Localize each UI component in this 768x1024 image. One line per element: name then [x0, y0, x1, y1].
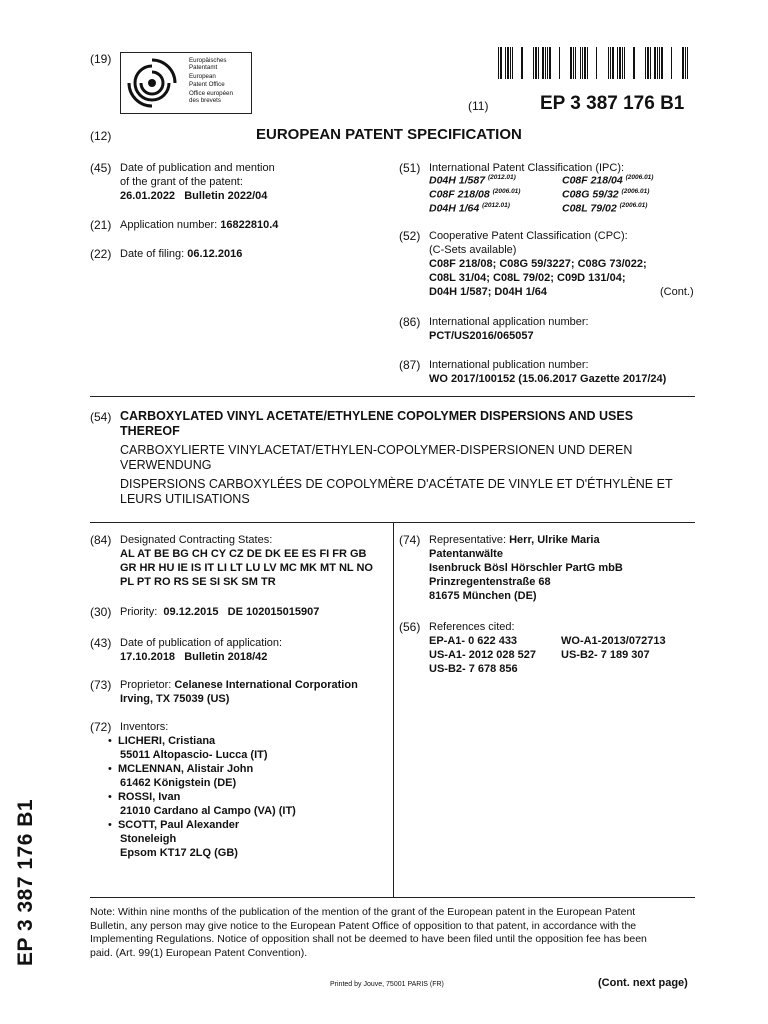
inid-22: (22) [90, 247, 112, 261]
title-english: CARBOXYLATED VINYL ACETATE/ETHYLENE COPOLYMER DISPERSIONS AND USES [120, 409, 634, 423]
reference: US-B2- 7 189 307 [561, 649, 650, 661]
barcode-bar [622, 47, 623, 79]
barcode-bar [580, 47, 581, 79]
opposition-note: Note: Within nine months of the publication of the mention of the grant of the European patent in the European Patent Bulletin, any person may give notice to the European Patent Office of opposition to that patent, in accordance with the Implementing Regulations. Notice of opposition shall not be deemed to have been filed until the opposition fee has been paid. (Art. 99(1) European Patent Convention). [90, 906, 647, 959]
reference: EP-A1- 0 622 433 [429, 635, 518, 647]
barcode-bar [545, 47, 546, 79]
application-number: Application number: 16822810.4 [120, 219, 279, 231]
epo-logo-icon [127, 58, 177, 108]
barcode-bar [661, 47, 663, 79]
divider [90, 897, 695, 898]
inid-30: (30) [90, 605, 112, 619]
barcode-bar [535, 47, 537, 79]
intl-application-number: International application number: PCT/US2016/065057 [429, 316, 589, 342]
application-publication-date: Date of publication of application: 17.10.2018 Bulletin 2018/42 [120, 637, 283, 663]
barcode-bar [533, 47, 534, 79]
barcode-bar [619, 47, 621, 79]
barcode-bar [596, 47, 597, 79]
barcode-bar [647, 47, 649, 79]
inid-86: (86) [399, 315, 421, 329]
barcode-bar [505, 47, 506, 79]
title-french: DISPERSIONS CARBOXYLÉES DE COPOLYMÈRE D'ACÉTATE DE VINYLE ET D'ÉTHYLÈNE ET [120, 477, 673, 491]
title-block: CARBOXYLATED VINYL ACETATE/ETHYLENE COPOLYMER DISPERSIONS AND USES THEREOF CARBOXYLIERTE VINYLACETAT/ETHYLEN-COPOLYMER-DISPERSIONEN UND DEREN VERWENDUNG DISPERSIONS CARBOXYLÉES DE COPOLYMÈRE D'ACÉTATE DE VINYLE ET D'ÉTHYLÈNE ET LEURS UTILISATIONS [120, 409, 673, 506]
reference: WO-A1-2013/072713 [561, 635, 666, 647]
intl-publication-number: International publication number: WO 2017/100152 (15.06.2017 Gazette 2017/24) [429, 359, 667, 385]
barcode-bar [612, 47, 614, 79]
proprietor: Proprietor: Celanese International Corporation Irving, TX 75039 (US) [120, 679, 358, 705]
side-document-number: EP 3 387 176 B1 [14, 798, 37, 966]
inid-87: (87) [399, 358, 421, 372]
epo-logo [120, 52, 252, 114]
priority: Priority: 09.12.2015 DE 102015015907 [120, 606, 320, 618]
ipc-code: C08F 218/04 $^{(2006.01)}$ [562, 174, 654, 187]
ipc-code: C08F 218/08 $^{(2006.01)}$ [429, 188, 521, 201]
inid-43: (43) [90, 636, 112, 650]
ipc-code: D04H 1/64 $^{(2012.01)}$ [429, 202, 510, 215]
document-number: EP 3 387 176 B1 [540, 93, 685, 114]
barcode-bar [542, 47, 544, 79]
inid-51: (51) [399, 161, 421, 175]
barcode-bar [584, 47, 586, 79]
ipc-code: C08L 79/02 $^{(2006.01)}$ [562, 202, 648, 215]
continued-next-page: (Cont. next page) [598, 977, 688, 989]
inventors-list: • LICHERI, Cristiana 55011 Altopascio- Lucca (IT) • MCLENNAN, Alistair John 61462 Königstein (DE) • ROSSI, Ivan 21010 Cardano al Campo (VA) (IT) • SCOTT, Paul Alexander Stoneleigh Epsom KT17 2LQ (GB) [108, 735, 296, 859]
filing-date: Date of filing: 06.12.2016 [120, 248, 243, 260]
barcode-bar [570, 47, 572, 79]
printer-info: Printed by Jouve, 75001 PARIS (FR) [330, 981, 444, 988]
barcode-bar [587, 47, 588, 79]
inventors-label: Inventors: [120, 721, 169, 733]
barcode-bar [559, 47, 560, 79]
document-type: EUROPEAN PATENT SPECIFICATION [256, 126, 522, 143]
barcode-bar [512, 47, 513, 79]
inid-84: (84) [90, 533, 112, 547]
barcode-bar [682, 47, 684, 79]
barcode-bar [547, 47, 548, 79]
barcode-bar [659, 47, 660, 79]
barcode-bar [617, 47, 618, 79]
inventor-item: • ROSSI, Ivan [108, 791, 181, 803]
inid-74: (74) [399, 533, 421, 547]
inid-19: (19) [90, 52, 112, 66]
barcode-bar [671, 47, 672, 79]
barcode-bar [645, 47, 646, 79]
barcode-bar [582, 47, 583, 79]
barcode-bar [507, 47, 509, 79]
barcode-bar [521, 47, 523, 79]
inid-21: (21) [90, 218, 112, 232]
barcode-bar [608, 47, 609, 79]
references-label: References cited: [429, 621, 515, 633]
inventor-item: • SCOTT, Paul Alexander [108, 819, 240, 831]
inid-12: (12) [90, 129, 112, 143]
grant-date-value: 26.01.2022 Bulletin 2022/04 [120, 190, 268, 202]
grant-date-label: Date of publication and mention of the grant of the patent: 26.01.2022 Bulletin 2022/04 [120, 162, 275, 202]
barcode-bar [510, 47, 511, 79]
barcode [498, 47, 694, 79]
inid-73: (73) [90, 678, 112, 692]
ipc-code: C08G 59/32 $^{(2006.01)}$ [562, 188, 650, 201]
reference: US-A1- 2012 028 527 [429, 649, 537, 661]
divider [90, 396, 695, 397]
barcode-bar [610, 47, 611, 79]
barcode-bar [650, 47, 651, 79]
barcode-bar [685, 47, 686, 79]
ipc-label: International Patent Classification (IPC): [429, 162, 625, 174]
cpc-block: Cooperative Patent Classification (CPC): (C-Sets available) C08F 218/08; C08G 59/3227; C08G 73/022; C08L 31/04; C08L 79/02; C09D 131/04; D04H 1/587; D04H 1/64 [429, 230, 647, 298]
representative: Representative: Herr, Ulrike Maria Patentanwälte Isenbruck Bösl Hörschler PartG mbB Prinzregentenstraße 68 81675 München (DE) [429, 534, 623, 602]
title-german: CARBOXYLIERTE VINYLACETAT/ETHYLEN-COPOLYMER-DISPERSIONEN UND DEREN [120, 443, 633, 457]
column-divider [393, 522, 394, 897]
barcode-bar [500, 47, 502, 79]
inid-56: (56) [399, 620, 421, 634]
inid-52: (52) [399, 229, 421, 243]
barcode-bar [633, 47, 635, 79]
epo-logo-text: Europäisches Patentamt European Patent Office Office européen des brevets [189, 57, 233, 105]
barcode-bar [624, 47, 625, 79]
barcode-bar [654, 47, 656, 79]
inid-72: (72) [90, 720, 112, 734]
barcode-bar [687, 47, 688, 79]
inventor-item: • MCLENNAN, Alistair John [108, 763, 254, 775]
ipc-code: D04H 1/587 $^{(2012.01)}$ [429, 174, 516, 187]
barcode-bar [575, 47, 576, 79]
inid-54: (54) [90, 410, 112, 424]
barcode-bar [573, 47, 574, 79]
inid-45: (45) [90, 161, 112, 175]
cpc-continued: (Cont.) [660, 286, 694, 298]
inid-11: (11) [468, 99, 489, 113]
barcode-bar [538, 47, 539, 79]
reference: US-B2- 7 678 856 [429, 663, 518, 675]
barcode-bar [657, 47, 658, 79]
designated-states: Designated Contracting States: AL AT BE BG CH CY CZ DE DK EE ES FI FR GB GR HR HU IE IS IT LI LT LU LV MC MK MT NL NO PL PT RO RS SE SI SK SM TR [120, 534, 373, 588]
barcode-bar [498, 47, 499, 79]
barcode-bar [549, 47, 551, 79]
inventor-item: • LICHERI, Cristiana [108, 735, 216, 747]
